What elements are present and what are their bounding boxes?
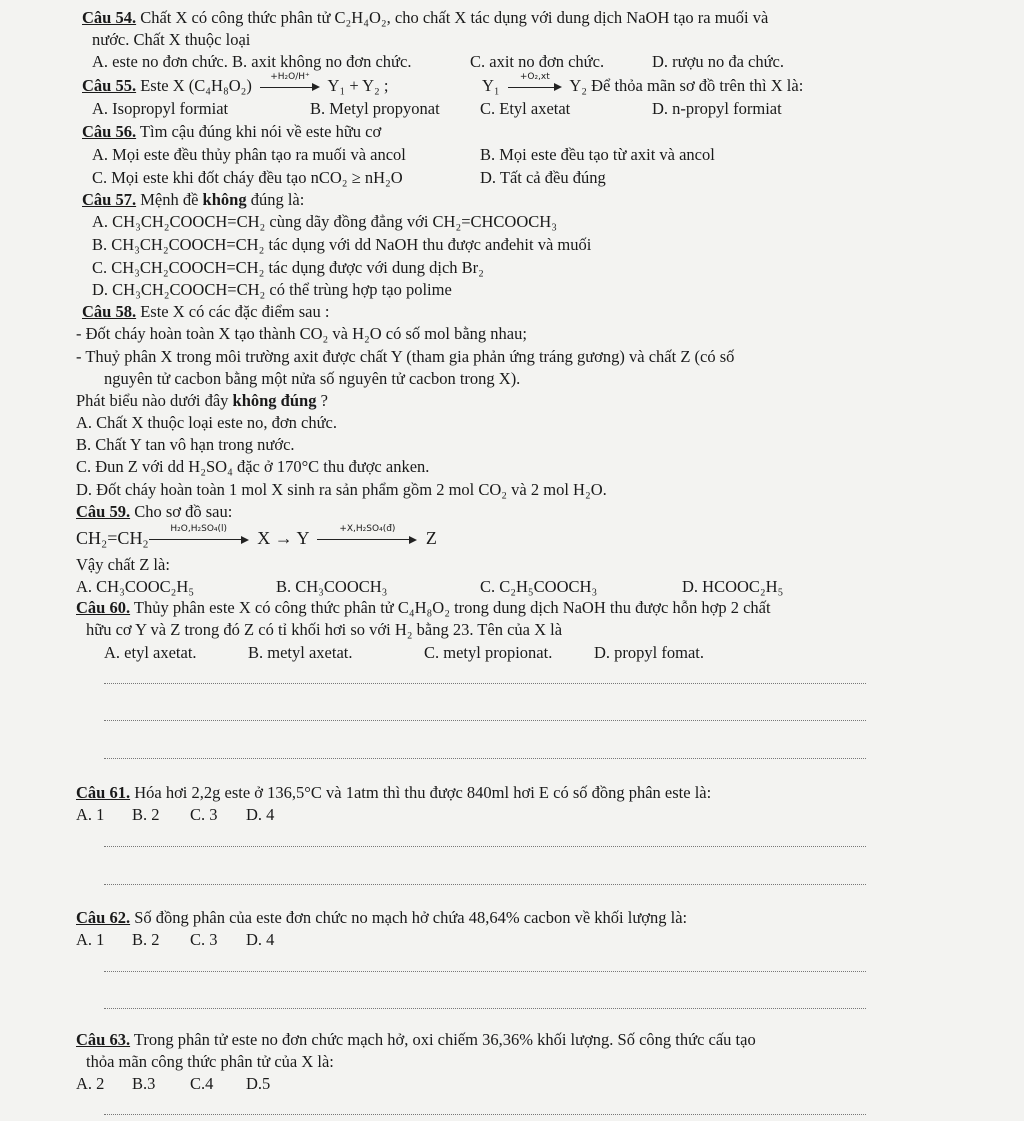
q54-stem-2: nước. Chất X thuộc loại: [92, 30, 251, 49]
answer-line: [104, 720, 866, 721]
q57-number: Câu 57.: [82, 190, 137, 209]
q62-line1: [76, 908, 687, 928]
q59-arrow-1: [149, 524, 249, 548]
q58-ask-b: không đúng: [232, 391, 317, 410]
q59-arrow-1-label: H₂O,H₂SO₄(l): [170, 524, 228, 534]
q62-option-c: C. 3: [190, 930, 218, 949]
q54-stem-1: Chất X có công thức phân tử C₂H₄O₂, cho chất X tác dụng với dung dịch NaOH tạo ra muối và: [136, 8, 769, 27]
q59-mid: X → Y: [257, 528, 309, 548]
q58-bullet-2a: - Thuỷ phân X trong môi trường axit được chất Y (tham gia phản ứng tráng gương) và chất Z (có số: [76, 347, 735, 366]
q59-end: Z: [425, 528, 437, 548]
q55-option-b: B. Metyl propyonat: [310, 99, 440, 118]
q58-option-b: B. Chất Y tan vô hạn trong nước.: [76, 435, 295, 454]
q63-option-a: A. 2: [76, 1074, 105, 1093]
q55-line1: [82, 72, 389, 96]
answer-line: [104, 1008, 866, 1009]
answer-line: [104, 683, 866, 684]
q55-number: Câu 55.: [82, 76, 137, 95]
q61-option-b: B. 2: [132, 805, 160, 824]
q63-number: Câu 63.: [76, 1030, 131, 1049]
q63-option-c: C.4: [190, 1074, 214, 1093]
q58-line1: [82, 302, 329, 322]
q63-stem-2: thỏa mãn công thức phân tử của X là:: [86, 1052, 334, 1071]
q56-option-d: D. Tất cả đều đúng: [480, 168, 606, 187]
q55-line1b: [482, 72, 804, 96]
q59-stem: Cho sơ đồ sau:: [130, 502, 233, 521]
q57-stem-b: không: [202, 190, 247, 209]
q61-stem: Hóa hơi 2,2g este ở 136,5°C và 1atm thì thu được 840ml hơi E có số đồng phân este là:: [130, 783, 712, 802]
q57-option-a: A. CH₃CH₂COOCH=CH₂ cùng dãy đồng đẳng với CH₂=CHCOOCH₃: [92, 212, 557, 231]
q59-option-d: D. HCOOC₂H₅: [682, 577, 784, 596]
q55-option-a: A. Isopropyl formiat: [92, 99, 229, 118]
q61-option-c: C. 3: [190, 805, 218, 824]
q55-arrow-1: [260, 72, 320, 96]
q55-arrow-1-label: +H₂O/H⁺: [270, 72, 310, 82]
q57-option-b: B. CH₃CH₂COOCH=CH₂ tác dụng với dd NaOH thu được anđehit và muối: [92, 235, 592, 254]
q57-stem-a: Mệnh đề: [136, 190, 203, 209]
q58-number: Câu 58.: [82, 302, 137, 321]
q58-bullet-2b: nguyên tử cacbon bằng một nửa số nguyên tử cacbon trong X).: [104, 369, 521, 388]
q59-arrow-2-label: +X,H₂SO₄(đ): [339, 524, 396, 534]
q63-line1: [76, 1030, 756, 1050]
q61-line1: [76, 783, 711, 803]
q60-stem-1: Thủy phân este X có công thức phân tử C₄H₈O₂ trong dung dịch NaOH thu được hỗn hợp 2 chất: [130, 598, 771, 617]
q57-option-d: D. CH₃CH₂COOCH=CH₂ có thể trùng hợp tạo polime: [92, 280, 452, 299]
q60-option-b: B. metyl axetat.: [248, 643, 353, 662]
q60-number: Câu 60.: [76, 598, 131, 617]
q54-options-ab: A. este no đơn chức. B. axit không no đơn chức.: [92, 52, 412, 71]
q59-start: CH₂=CH₂: [76, 528, 149, 548]
q56-option-c: C. Mọi este khi đốt cháy đều tạo nCO₂ ≥ nH₂O: [92, 168, 403, 187]
q62-option-a: A. 1: [76, 930, 105, 949]
q54-line1: [82, 8, 768, 28]
q58-ask-a: Phát biểu nào dưới đây: [76, 391, 233, 410]
q54-option-d: D. rượu no đa chức.: [652, 52, 784, 71]
q55-y1: Y₁: [482, 76, 500, 95]
q55-lead: Este X (C₄H₈O₂): [136, 76, 252, 95]
q59-arrow-2: [317, 524, 417, 548]
q58-option-c: C. Đun Z với dd H₂SO₄ đặc ở 170°C thu được anken.: [76, 457, 430, 476]
answer-line: [104, 758, 866, 759]
q60-stem-2: hữu cơ Y và Z trong đó Z có tỉ khối hơi so với H₂ bằng 23. Tên của X là: [86, 620, 563, 639]
answer-line: [104, 1114, 866, 1115]
q61-option-d: D. 4: [246, 805, 275, 824]
q60-option-a: A. etyl axetat.: [104, 643, 197, 662]
q62-option-b: B. 2: [132, 930, 160, 949]
q59-number: Câu 59.: [76, 502, 131, 521]
q56-stem: Tìm cậu đúng khi nói về este hữu cơ: [136, 122, 382, 141]
q55-option-d: D. n-propyl formiat: [652, 99, 782, 118]
q61-option-a: A. 1: [76, 805, 105, 824]
q58-bullet-1: - Đốt cháy hoàn toàn X tạo thành CO₂ và H₂O có số mol bằng nhau;: [76, 324, 527, 343]
q58-option-d: D. Đốt cháy hoàn toàn 1 mol X sinh ra sản phẩm gồm 2 mol CO₂ và 2 mol H₂O.: [76, 480, 607, 499]
q55-tail: Y₂ Để thỏa mãn sơ đồ trên thì X là:: [569, 76, 804, 95]
q56-option-a: A. Mọi este đều thủy phân tạo ra muối và ancol: [92, 145, 406, 164]
q60-line1: [76, 598, 771, 618]
answer-line: [104, 884, 866, 885]
answer-line: [104, 846, 866, 847]
q63-stem-1: Trong phân tử este no đơn chức mạch hở, oxi chiếm 36,36% khối lượng. Số công thức cấu tạo: [130, 1030, 756, 1049]
q54-option-c: C. axit no đơn chức.: [470, 52, 605, 71]
q58-ask: [76, 391, 328, 411]
q56-line1: [82, 122, 381, 142]
q57-option-c: C. CH₃CH₂COOCH=CH₂ tác dụng được với dung dịch Br₂: [92, 258, 484, 277]
q61-number: Câu 61.: [76, 783, 131, 802]
q55-option-c: C. Etyl axetat: [480, 99, 571, 118]
q63-option-d: D.5: [246, 1074, 271, 1093]
answer-line: [104, 971, 866, 972]
q60-option-c: C. metyl propionat.: [424, 643, 553, 662]
q56-option-b: B. Mọi este đều tạo từ axit và ancol: [480, 145, 715, 164]
q58-stem: Este X có các đặc điểm sau :: [136, 302, 330, 321]
q62-stem: Số đồng phân của este đơn chức no mạch hở chứa 48,64% cacbon về khối lượng là:: [130, 908, 688, 927]
q63-option-b: B.3: [132, 1074, 156, 1093]
q58-ask-c: ?: [316, 391, 328, 410]
q62-number: Câu 62.: [76, 908, 131, 927]
q59-scheme: [76, 524, 437, 548]
q62-option-d: D. 4: [246, 930, 275, 949]
q54-number: Câu 54.: [82, 8, 137, 27]
q57-line1: [82, 190, 304, 210]
q59-option-a: A. CH₃COOC₂H₅: [76, 577, 195, 596]
q56-number: Câu 56.: [82, 122, 137, 141]
q59-option-c: C. C₂H₅COOCH₃: [480, 577, 598, 596]
q58-option-a: A. Chất X thuộc loại este no, đơn chức.: [76, 413, 337, 432]
q60-option-d: D. propyl fomat.: [594, 643, 704, 662]
q59-ask: Vậy chất Z là:: [76, 555, 170, 574]
q57-stem-c: đúng là:: [246, 190, 305, 209]
q55-arrow-2: [508, 72, 562, 96]
q55-arrow-2-label: +O₂,xt: [519, 72, 550, 82]
q59-option-b: B. CH₃COOCH₃: [276, 577, 388, 596]
q55-products: Y₁ + Y₂ ;: [327, 76, 389, 95]
